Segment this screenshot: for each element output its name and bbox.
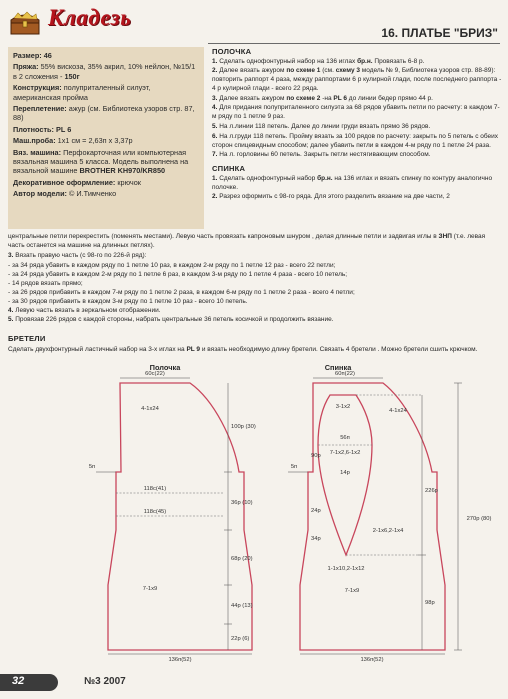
- spinka-substep: - за 30 рядов прибавить в каждом 3-м ряду по 1 петле 10 раз - всего 10 петель.: [8, 297, 248, 305]
- specification-box: [8, 47, 204, 229]
- text-segment: Далее вязать ажуром: [217, 94, 287, 102]
- page-number: 32: [12, 675, 25, 687]
- text-segment: 55% вискоза, 35% акрил, 10% нейлон, №15/1 в 2 сложения -: [13, 62, 196, 81]
- polochka-step: [212, 95, 502, 104]
- text-segment: полуприталенный силуэт, американская пройма: [13, 83, 151, 102]
- spec-yarn: [13, 62, 199, 81]
- back-total-rows-label: 270р (80): [466, 516, 492, 522]
- text-segment: Далее вязать ажуром: [217, 67, 287, 75]
- bold-text-segment: Конструкция:: [13, 83, 62, 93]
- polochka-step: [212, 58, 502, 67]
- bold-text-segment: ЗНП: [438, 233, 452, 240]
- back-slit-straight-label: 14р: [340, 470, 350, 476]
- back-upper-rows-label: 90р: [311, 453, 321, 459]
- section-heading-bretely: БРЕТЕЛИ: [8, 334, 46, 343]
- bold-text-segment: по схеме 1: [286, 67, 321, 75]
- front-armhole-dec-label: 4-1х24: [141, 406, 159, 412]
- magazine-logo: [8, 4, 198, 38]
- spinka-step: [212, 175, 502, 193]
- treasure-chest-icon: [8, 10, 42, 36]
- front-diagram: [89, 363, 256, 662]
- text-segment: Сделать однофонтурный набор: [217, 174, 318, 182]
- spec-author: [13, 189, 199, 198]
- bold-text-segment: Переплетение:: [13, 104, 67, 114]
- bold-text-segment: Пряжа:: [13, 62, 39, 72]
- front-diagram-title: Полочка: [149, 363, 181, 372]
- bold-text-segment: схему 3: [335, 67, 360, 75]
- text-segment: Сделать двухфонтурный ластичный набор на 3-х иглах на: [8, 345, 187, 353]
- spinka-substep: - за 34 ряда убавить в каждом ряду по 1 петле 10 раз, в каждом 2-м ряду по 1 петле 12 раз - всего 22 петли;: [8, 261, 336, 269]
- logo-text: Кладезь: [48, 5, 132, 30]
- text-segment: На л.линии 118 петель. Далее до линии груди вязать прямо 36 рядов.: [217, 123, 431, 131]
- back-diagram-title: Спинка: [324, 363, 352, 372]
- text-segment: Перфокарточная или компьютерная вязальная машина 5 класса. Модель выполнена на вязальной машине: [13, 147, 189, 176]
- back-split-rows-label: 226р: [425, 488, 438, 494]
- spec-stitch: [13, 104, 199, 123]
- issue-label: №3 2007: [84, 676, 126, 687]
- back-bottom-width-label: 136п(52): [360, 657, 384, 662]
- text-segment: (см.: [320, 67, 336, 75]
- spinka-step: [8, 315, 502, 324]
- front-top-width-label: 60с(22): [145, 371, 165, 377]
- polochka-step: [212, 133, 502, 151]
- back-top-width-label: 60п(22): [335, 371, 355, 377]
- text-segment: Для придания полуприталенного силуэта за 68 рядов убавить петли по расчету: в каждом 7-м ряду по 1 петле 9 раз.: [212, 104, 500, 121]
- text-segment: ажур (см. Библиотека узоров стр. 87, 88): [13, 104, 195, 123]
- spinka-step: [8, 306, 502, 315]
- text-segment: модель № 9, Библиотека узоров стр. 88-89): повторить раппорт 4 раза, между раппортами 6 р кулирной глади, после последнего раппорта - 4 р кулирной глади - всего 22 ряда.: [212, 67, 502, 93]
- spinka-substep: - за 26 рядов прибавить в каждом 7-м ряду по 1 петле 2 раза, в каждом 6-м ряду по 1 петле 2 раза - всего 4 петли;: [8, 288, 355, 296]
- bold-text-segment: 6.: [212, 132, 218, 140]
- back-side-dec-label: 7-1х9: [344, 588, 360, 594]
- text-segment: Разрез оформить с 98-го ряда. Для этого разделить вязание на две части, 2: [217, 193, 450, 201]
- instructions-continuation: [8, 232, 502, 325]
- back-outline: [300, 383, 445, 650]
- bold-text-segment: 5.: [8, 316, 14, 324]
- bold-text-segment: 4.: [8, 306, 14, 314]
- spinka-substep: - 14 рядов вязать прямо;: [8, 279, 83, 287]
- header-divider: [208, 43, 500, 44]
- spinka-step: [8, 251, 502, 260]
- front-hem-rows-label: 22р (6): [231, 636, 250, 642]
- spec-construction: [13, 83, 199, 102]
- polochka-step: [212, 104, 502, 122]
- bold-text-segment: PL 9: [186, 345, 201, 353]
- front-waist-rows-label: 68р (20): [231, 556, 253, 562]
- bold-text-segment: по схеме 2: [286, 94, 321, 102]
- bold-text-segment: Размер:: [13, 51, 42, 60]
- bold-text-segment: 150г: [64, 71, 80, 81]
- front-waist-width-label: 118с(45): [143, 509, 167, 515]
- spinka-substep: - за 24 ряда убавить в каждом 2-м ряду по 1 петле 6 раз, в каждом 3-м ряду по 1 петле 4 раза - всего 10 петель;: [8, 270, 348, 278]
- bold-text-segment: 3.: [212, 94, 218, 102]
- text-segment: и вязать необходимую длину бретели. Связать 4 бретели . Можно бретели сшить крючком.: [200, 345, 478, 353]
- bold-text-segment: 4.: [212, 104, 218, 112]
- back-slit-dec-label: 2-1х6,2-1х4: [372, 528, 404, 534]
- front-side-dec-label: 7-1х9: [142, 586, 158, 592]
- back-diagram: [288, 363, 491, 662]
- polochka-step: [212, 151, 502, 160]
- spec-size: [13, 51, 199, 60]
- section-heading-spinka: СПИНКА: [212, 164, 246, 174]
- bold-text-segment: бр.н.: [317, 174, 333, 182]
- bold-text-segment: 2.: [212, 193, 218, 201]
- back-lower-rows-label: 98р: [425, 600, 435, 606]
- bold-text-segment: PL 6: [53, 124, 72, 134]
- bold-text-segment: PL 6: [333, 94, 347, 102]
- text-segment: крючок: [115, 177, 141, 187]
- front-armhole-rows-label: 100р (30): [231, 424, 256, 430]
- spec-decoration: [13, 178, 199, 187]
- bold-text-segment: 7.: [212, 151, 218, 159]
- back-side-rows-label: 24р: [311, 508, 321, 514]
- front-chest-rows-label: 36р (10): [231, 500, 253, 506]
- spec-gauge: [13, 136, 199, 145]
- front-chest-width-label: 118с(41): [143, 486, 167, 492]
- back-slit-inc-label: 7-1х2,6-1х2: [329, 450, 361, 456]
- text-segment: © И.Тимченко: [66, 189, 117, 199]
- bold-text-segment: 46: [41, 51, 52, 60]
- bold-text-segment: Маш.проба:: [13, 136, 56, 146]
- bold-text-segment: Автор модели:: [13, 189, 67, 199]
- spec-machine: [13, 148, 199, 176]
- text-segment: На л.груди 118 петель. Пройму вязать за 100 рядов по расчету: закрыть по 5 петель с обеих сторон спицевидным способом; далее убавить петли в каждом 4-м ряду по 1 петле 24 раза.: [212, 132, 499, 149]
- back-slit-top-label: 3-1х2: [335, 404, 351, 410]
- bold-text-segment: Плотность:: [13, 124, 54, 134]
- text-segment: Сделать однофонтурный набор на 136 иглах: [217, 57, 358, 65]
- text-segment: центральные петли перекрестить (поменять местами). Левую часть провязать капроновым шнуром , делая длинные петли и задвигая иглы в: [8, 233, 439, 240]
- bold-text-segment: бр.н.: [357, 57, 373, 65]
- text-segment: На л. горловины 60 петель. Закрыть петли нестягивающим способом.: [217, 151, 431, 159]
- back-armhole-dec-label: 4-1х24: [389, 408, 407, 414]
- section-heading-polochka: ПОЛОЧКА: [212, 47, 252, 56]
- polochka-step: [212, 123, 502, 132]
- text-segment: 1х1 см = 2,63п х 3,37р: [55, 136, 133, 146]
- bold-text-segment: Вяз. машина:: [13, 147, 62, 157]
- instructions-column: [212, 47, 502, 203]
- front-bottom-width-label: 136п(52): [168, 657, 192, 662]
- back-armhole-close-label: 5п: [290, 464, 298, 470]
- text-segment: Провязав 226 рядов с каждой стороны, набрать центральные 36 петель косичкой и продолжить вязание.: [13, 316, 334, 324]
- spec-density: [13, 125, 199, 134]
- bold-text-segment: 1.: [212, 57, 218, 65]
- text-segment: до линии бедер прямо 44 р.: [346, 94, 433, 102]
- bold-text-segment: 5.: [212, 123, 218, 131]
- bold-text-segment: 2.: [212, 67, 218, 75]
- text-segment: Левую часть вязать в зеркальном отображении.: [13, 306, 161, 314]
- straps-text: [8, 345, 502, 354]
- text-segment: Провязать 6-8 р.: [372, 57, 425, 65]
- back-slit-bottom-label: 1-1х10,2-1х12: [327, 566, 365, 572]
- back-slit-width-label: 56п: [340, 435, 350, 441]
- straps-section: [8, 334, 502, 354]
- text-segment: на 136 иглах и вязать спинку по контуру аналогично полочке.: [212, 174, 493, 191]
- pattern-diagrams: [0, 362, 508, 662]
- page-title: 16. ПЛАТЬЕ "БРИЗ": [381, 26, 498, 40]
- text-segment: -на: [320, 94, 334, 102]
- front-armhole-close-label: 5п: [88, 464, 96, 470]
- bold-text-segment: BROTHER KH970/KR850: [79, 166, 166, 176]
- back-slit-rows-label: 34р: [311, 536, 321, 542]
- text-segment: (т.е. левая часть останется на машине на длинных петлях).: [8, 233, 486, 249]
- spinka-step-continuation: [8, 232, 502, 250]
- bold-text-segment: 3.: [8, 251, 14, 259]
- front-hip-rows-label: 44р (13): [231, 603, 253, 609]
- text-segment: Вязать правую часть (с 98-го по 226-й ряд):: [13, 251, 147, 259]
- polochka-step: [212, 67, 502, 94]
- page-number-box: [0, 674, 58, 691]
- bold-text-segment: Декоративное оформление:: [13, 177, 116, 187]
- bold-text-segment: 1.: [212, 174, 218, 182]
- spinka-step: [212, 193, 502, 202]
